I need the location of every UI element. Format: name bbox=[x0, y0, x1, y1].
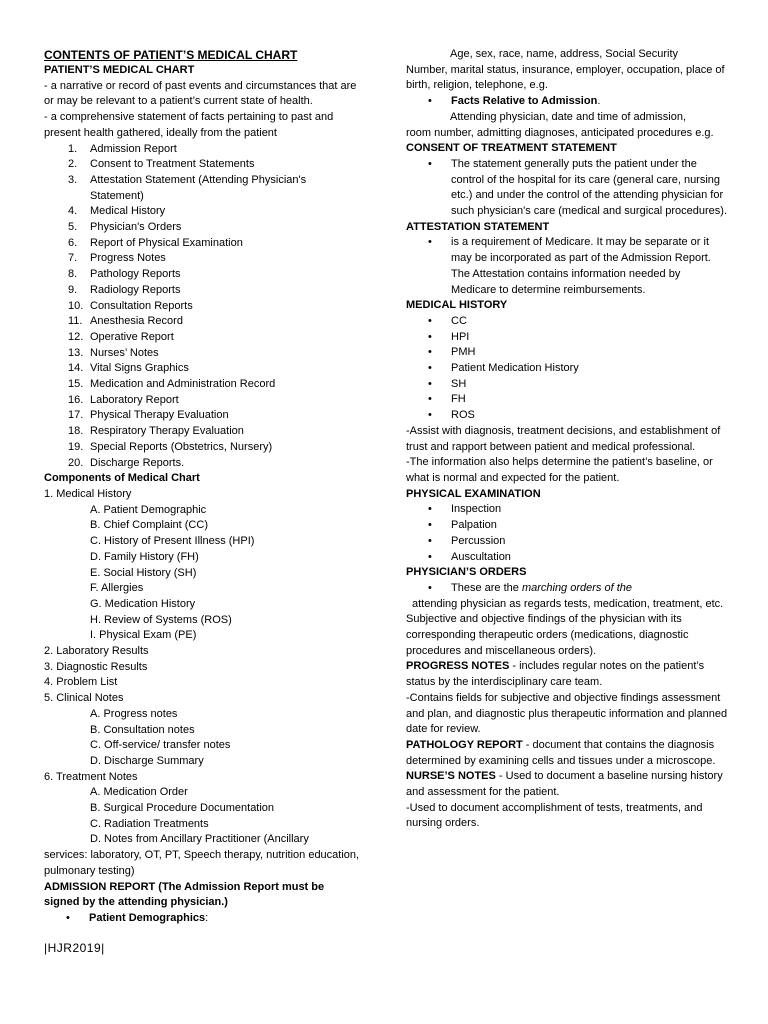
bullet-text: Percussion bbox=[451, 534, 506, 547]
consent-bullet bbox=[406, 157, 728, 220]
list-item-text: Discharge Reports. bbox=[90, 456, 185, 469]
ancillary-services-text: services: laboratory, OT, PT, Speech therapy, nutrition education, pulmonary testing) bbox=[44, 849, 360, 877]
contents-list-item bbox=[44, 361, 362, 377]
bullet-icon: • bbox=[66, 911, 70, 924]
list-item-text: Nurses’ Notes bbox=[90, 346, 159, 359]
list-item-text: Medical History bbox=[90, 205, 166, 218]
bullet-icon: • bbox=[428, 95, 432, 108]
list-number: 10. bbox=[68, 299, 84, 312]
bullet-icon: • bbox=[428, 330, 432, 343]
contents-list-item bbox=[44, 220, 362, 236]
list-item-text: Pathology Reports bbox=[90, 268, 181, 281]
heading-patients-medical-chart: PATIENT’S MEDICAL CHART bbox=[44, 64, 195, 76]
list-number: 1. bbox=[68, 142, 78, 155]
medical-history-item bbox=[406, 408, 728, 424]
contents-list-item bbox=[44, 204, 362, 220]
list-item-text: Attestation Statement (Attending Physician's Statement) bbox=[90, 173, 307, 202]
list-number: 7. bbox=[68, 252, 78, 265]
heading-admission-report: ADMISSION REPORT (The Admission Report must be signed by the attending physician.) bbox=[44, 880, 325, 909]
bullet-icon: • bbox=[428, 409, 432, 422]
facts-relative-label: Facts Relative to Admission bbox=[451, 95, 598, 108]
bullet-icon: • bbox=[428, 519, 432, 532]
list-number: 13. bbox=[68, 346, 84, 359]
orders-continuation: attending physician as regards tests, medication, treatment, etc. bbox=[412, 597, 724, 610]
contents-list-item bbox=[44, 251, 362, 267]
contents-list-item bbox=[44, 440, 362, 456]
bullet-icon: • bbox=[428, 550, 432, 563]
component-item: 1. Medical History bbox=[44, 487, 132, 500]
contents-list-item bbox=[44, 408, 362, 424]
contents-list-item bbox=[44, 393, 362, 409]
component-item: 5. Clinical Notes bbox=[44, 692, 124, 705]
list-item-text: Vital Signs Graphics bbox=[90, 362, 189, 375]
component-sub-item: D. Notes from Ancillary Practitioner (Ancillary bbox=[90, 833, 309, 846]
progress-notes-label: PROGRESS NOTES bbox=[406, 660, 510, 673]
components-list bbox=[44, 487, 362, 832]
pathology-report-text: - document that contains the diagnosis determined by examining cells and tissues under a microscope. bbox=[406, 738, 716, 767]
progress-notes-paragraph-2: -Contains fields for subjective and objective findings assessment and plan, and diagnostic plus therapeutic information and planned date for review. bbox=[406, 691, 728, 736]
demographics-rest: Number, marital status, insurance, employer, occupation, place of birth, religion, telephone, e.g. bbox=[406, 63, 725, 92]
orders-paragraph: Subjective and objective findings of the physician with its corresponding therapeutic orders (medications, diagnostic procedures and miscellaneous orders). bbox=[406, 613, 689, 657]
component-sub-item: C. History of Present Illness (HPI) bbox=[90, 535, 255, 548]
progress-notes-paragraph bbox=[406, 659, 728, 690]
heading-components: Components of Medical Chart bbox=[44, 472, 200, 485]
list-number: 9. bbox=[68, 283, 78, 296]
attestation-text: is a requirement of Medicare. It may be separate or it may be incorporated as part of the Admission Report. The Attestation contains information needed by Medicare to determine reimbursements. bbox=[451, 236, 711, 296]
list-item-text: Physician's Orders bbox=[90, 221, 182, 234]
patient-demographics-label: Patient Demographics bbox=[89, 911, 206, 924]
list-number: 15. bbox=[68, 378, 84, 391]
definition-1: - a narrative or record of past events and circumstances that are or may be relevant to a patient’s current state of health. bbox=[44, 79, 357, 108]
medical-history-list bbox=[406, 314, 728, 424]
bullet-text: Patient Medication History bbox=[451, 362, 579, 375]
contents-list-item bbox=[44, 330, 362, 346]
list-item-text: Radiology Reports bbox=[90, 283, 181, 296]
attestation-bullet bbox=[406, 235, 728, 298]
bullet-icon: • bbox=[428, 534, 432, 547]
list-item-text: Consent to Treatment Statements bbox=[90, 158, 255, 171]
component-sub-item: A. Patient Demographic bbox=[90, 503, 207, 516]
bullet-icon: • bbox=[428, 581, 432, 594]
demographics-line1: Age, sex, race, name, address, Social Security bbox=[450, 48, 679, 60]
nurses-notes-label: NURSE’S NOTES bbox=[406, 770, 496, 783]
contents-list-item bbox=[44, 299, 362, 315]
list-number: 4. bbox=[68, 205, 78, 218]
contents-list-item bbox=[44, 283, 362, 299]
list-number: 12. bbox=[68, 330, 84, 343]
list-number: 19. bbox=[68, 440, 84, 453]
heading-medical-history: MEDICAL HISTORY bbox=[406, 299, 508, 312]
list-item-text: Physical Therapy Evaluation bbox=[90, 409, 229, 422]
medical-history-item bbox=[406, 314, 728, 330]
bullet-text: HPI bbox=[451, 330, 470, 343]
medical-history-item bbox=[406, 377, 728, 393]
orders-italic-text: marching orders of the bbox=[521, 581, 632, 594]
bullet-icon: • bbox=[428, 377, 432, 390]
list-number: 20. bbox=[68, 456, 84, 469]
list-item-text: Respiratory Therapy Evaluation bbox=[90, 425, 244, 438]
component-sub-item: D. Discharge Summary bbox=[90, 754, 204, 767]
contents-list-item bbox=[44, 236, 362, 252]
definition-2: - a comprehensive statement of facts pertaining to past and present health gathered, ideally from the patient bbox=[44, 111, 334, 139]
list-item-text: Admission Report bbox=[90, 142, 177, 155]
contents-list-item bbox=[44, 173, 362, 204]
list-number: 6. bbox=[68, 236, 78, 249]
component-sub-item: I. Physical Exam (PE) bbox=[90, 629, 197, 642]
medical-history-paragraph-2: -The information also helps determine the patient’s baseline, or what is normal and expected for the patient. bbox=[406, 456, 713, 484]
physical-exam-item bbox=[406, 518, 728, 534]
footer-label: |HJR2019| bbox=[44, 941, 105, 955]
component-sub-item: C. Radiation Treatments bbox=[90, 817, 209, 830]
bullet-text: CC bbox=[451, 314, 467, 327]
medical-history-paragraph-1: -Assist with diagnosis, treatment decisions, and establishment of trust and rapport between patient and medical professional. bbox=[406, 424, 721, 453]
list-item-text: Special Reports (Obstetrics, Nursery) bbox=[90, 440, 273, 453]
contents-list-item bbox=[44, 456, 362, 472]
facts-line1: Attending physician, date and time of admission, bbox=[450, 110, 687, 123]
bullet-text: SH bbox=[451, 377, 467, 390]
list-number: 16. bbox=[68, 393, 84, 406]
component-sub-item: G. Medication History bbox=[90, 597, 196, 610]
list-item-text: Medication and Administration Record bbox=[90, 378, 276, 391]
bullet-icon: • bbox=[428, 362, 432, 375]
facts-rest: room number, admitting diagnoses, anticipated procedures e.g. bbox=[406, 126, 714, 139]
pathology-report-paragraph bbox=[406, 738, 728, 769]
bullet-text: FH bbox=[451, 393, 466, 406]
bullet-facts-relative bbox=[406, 94, 728, 110]
right-column bbox=[406, 47, 728, 832]
list-number: 18. bbox=[68, 425, 84, 438]
list-item-text: Consultation Reports bbox=[90, 299, 193, 312]
medical-history-item bbox=[406, 392, 728, 408]
progress-notes-text: - includes regular notes on the patient’s status by the interdisciplinary care team. bbox=[406, 660, 705, 689]
component-item: 4. Problem List bbox=[44, 676, 118, 689]
physical-exam-item bbox=[406, 502, 728, 518]
component-sub-item: E. Social History (SH) bbox=[90, 566, 197, 579]
component-sub-item: B. Chief Complaint (CC) bbox=[90, 519, 208, 532]
orders-plain-text: These are the bbox=[451, 581, 522, 594]
component-sub-item: A. Progress notes bbox=[90, 707, 178, 720]
component-sub-item: C. Off-service/ transfer notes bbox=[90, 739, 231, 752]
nurses-notes-paragraph bbox=[406, 769, 728, 800]
component-sub-item: F. Allergies bbox=[90, 582, 144, 595]
consent-text: The statement generally puts the patient under the control of the hospital for its care (general care, nursing etc.) and under the control of the attending physician for such physician's care (medical and surgical procedures). bbox=[451, 157, 728, 218]
period-text: . bbox=[597, 95, 601, 108]
contents-list-item bbox=[44, 157, 362, 173]
contents-list-item bbox=[44, 267, 362, 283]
bullet-icon: • bbox=[428, 393, 432, 406]
medical-history-item bbox=[406, 361, 728, 377]
list-item-text: Operative Report bbox=[90, 330, 174, 343]
contents-list-item bbox=[44, 424, 362, 440]
medical-history-item bbox=[406, 345, 728, 361]
contents-list-item bbox=[44, 346, 362, 362]
physical-examination-list bbox=[406, 502, 728, 565]
list-number: 8. bbox=[68, 268, 78, 281]
heading-consent: CONSENT OF TREATMENT STATEMENT bbox=[406, 142, 617, 155]
list-item-text: Anesthesia Record bbox=[90, 315, 183, 328]
list-number: 5. bbox=[68, 221, 78, 234]
list-number: 11. bbox=[68, 315, 83, 328]
bullet-patient-demographics bbox=[44, 911, 362, 927]
physical-exam-item bbox=[406, 534, 728, 550]
bullet-text: Auscultation bbox=[451, 550, 511, 563]
left-column bbox=[44, 47, 362, 927]
orders-bullet bbox=[406, 581, 728, 597]
nurses-notes-text: - Used to document a baseline nursing history and assessment for the patient. bbox=[406, 770, 723, 799]
bullet-text: PMH bbox=[451, 346, 476, 359]
list-item-text: Laboratory Report bbox=[90, 393, 179, 406]
list-item-text: Progress Notes bbox=[90, 252, 166, 265]
list-item-text: Report of Physical Examination bbox=[90, 236, 243, 249]
component-sub-item: B. Consultation notes bbox=[90, 723, 195, 736]
contents-list bbox=[44, 142, 362, 472]
physical-exam-item bbox=[406, 550, 728, 566]
heading-physicians-orders: PHYSICIAN’S ORDERS bbox=[406, 566, 527, 579]
document-title: CONTENTS OF PATIENT’S MEDICAL CHART bbox=[44, 48, 298, 62]
list-number: 14. bbox=[68, 362, 84, 375]
component-sub-item: D. Family History (FH) bbox=[90, 550, 199, 563]
component-sub-item: B. Surgical Procedure Documentation bbox=[90, 802, 275, 815]
contents-list-item bbox=[44, 142, 362, 158]
colon-text: : bbox=[205, 911, 209, 924]
component-item: 3. Diagnostic Results bbox=[44, 660, 148, 673]
component-item: 2. Laboratory Results bbox=[44, 645, 149, 658]
heading-physical-examination: PHYSICAL EXAMINATION bbox=[406, 487, 541, 500]
list-number: 3. bbox=[68, 173, 78, 186]
nurses-notes-paragraph-2: -Used to document accomplishment of tests, treatments, and nursing orders. bbox=[406, 801, 703, 830]
list-number: 2. bbox=[68, 158, 78, 171]
bullet-icon: • bbox=[428, 314, 432, 327]
bullet-icon: • bbox=[428, 346, 432, 359]
bullet-icon: • bbox=[428, 236, 432, 249]
contents-list-item bbox=[44, 314, 362, 330]
bullet-text: ROS bbox=[451, 409, 475, 422]
pathology-report-label: PATHOLOGY REPORT bbox=[406, 738, 523, 751]
bullet-icon: • bbox=[428, 157, 432, 170]
heading-attestation: ATTESTATION STATEMENT bbox=[406, 220, 550, 233]
bullet-text: Inspection bbox=[451, 503, 502, 516]
bullet-icon: • bbox=[428, 503, 432, 516]
component-item: 6. Treatment Notes bbox=[44, 770, 138, 783]
list-number: 17. bbox=[68, 409, 84, 422]
bullet-text: Palpation bbox=[451, 519, 497, 532]
component-sub-item: A. Medication Order bbox=[90, 786, 188, 799]
medical-history-item bbox=[406, 330, 728, 346]
contents-list-item bbox=[44, 377, 362, 393]
component-sub-item: H. Review of Systems (ROS) bbox=[90, 613, 232, 626]
